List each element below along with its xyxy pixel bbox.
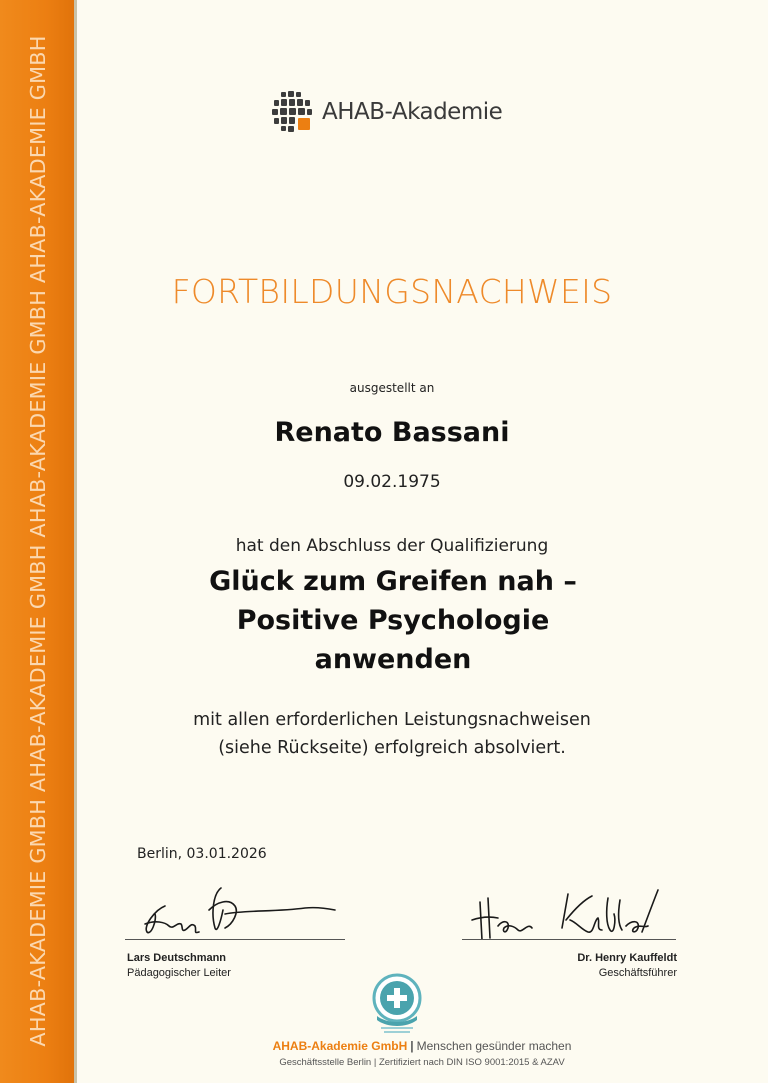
- issued-to-label: ausgestellt an: [349, 381, 435, 395]
- logo-wordmark: AHAB-Akademie: [322, 99, 503, 125]
- footer-slogan: Menschen gesünder machen: [416, 1039, 572, 1053]
- completion-line-2: (siehe Rückseite) erfolgreich absolviert.: [218, 738, 566, 758]
- footer-brand: AHAB-Akademie GmbH: [272, 1039, 408, 1053]
- right-signature-image: [458, 880, 678, 940]
- footer-brand-line: [76, 1039, 768, 1053]
- right-signer-name: Dr. Henry Kauffeldt: [577, 952, 677, 964]
- right-signer: [577, 951, 677, 981]
- birth-date: 09.02.1975: [343, 472, 441, 492]
- right-signature-line: [462, 939, 676, 940]
- left-signature-image: [125, 880, 345, 940]
- footer-separator: |: [410, 1039, 414, 1053]
- completion-line-1: mit allen erforderlichen Leistungsnachweisen: [193, 710, 591, 730]
- left-signer-name: Lars Deutschmann: [127, 952, 227, 964]
- right-signer-role: Geschäftsführer: [598, 967, 677, 979]
- left-signature-line: [125, 939, 345, 940]
- place-and-date: Berlin, 03.01.2026: [137, 846, 267, 862]
- certificate-title: FORTBILDUNGSNACHWEIS: [171, 272, 613, 311]
- ahab-grid-logo-icon: [270, 90, 314, 134]
- sidebar-watermark-text: AHAB-AKADEMIE GMBH AHAB-AKADEMIE GMBH AHAB-AKADEMIE GMBH AHAB-AKADEMIE GMBH: [26, 35, 50, 1047]
- left-signer-role: Pädagogischer Leiter: [127, 967, 231, 979]
- ahab-logo: [270, 90, 502, 134]
- completion-statement: [76, 706, 708, 762]
- recipient-name: Renato Bassani: [274, 417, 510, 448]
- footer-certification-line: Geschäftsstelle Berlin | Zertifiziert nach DIN ISO 9001:2015 & AZAV: [279, 1057, 565, 1068]
- qualification-intro: hat den Abschluss der Qualifizierung: [235, 536, 549, 556]
- course-title: Glück zum Greifen nah – Positive Psychologie anwenden: [209, 566, 577, 675]
- left-signer: [127, 951, 231, 981]
- certification-seal-icon: [369, 972, 425, 1034]
